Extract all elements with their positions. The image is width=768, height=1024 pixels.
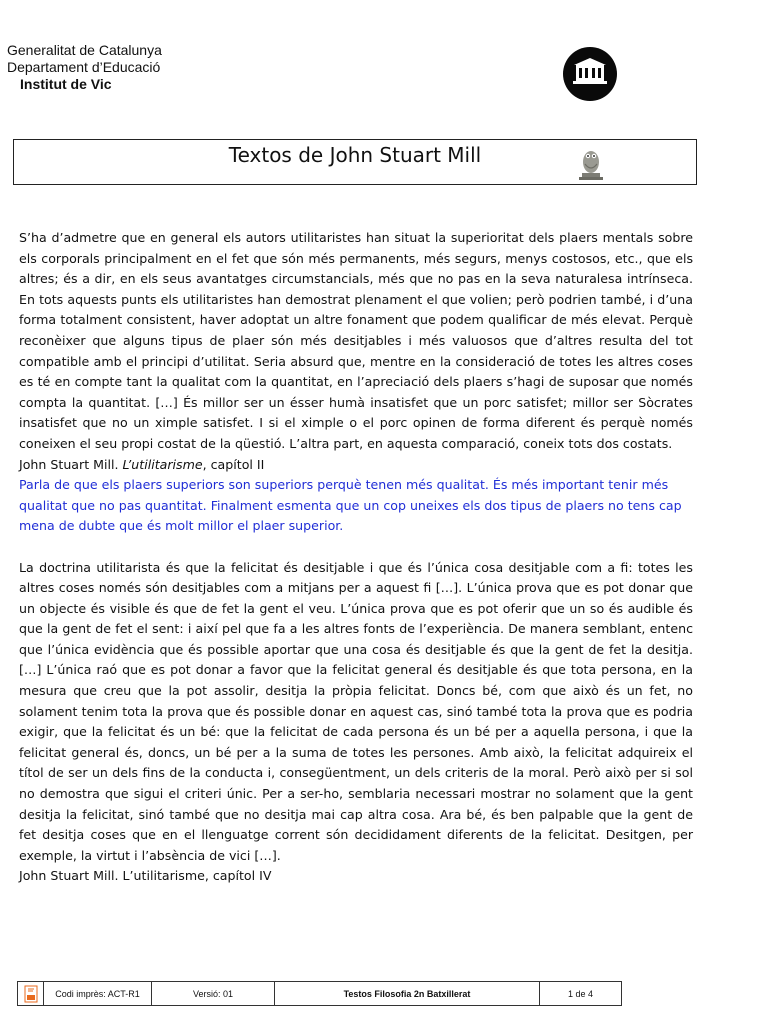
content-area (19, 228, 693, 887)
text-2-citation: John Stuart Mill. L’utilitarisme, capítol IV (19, 868, 272, 884)
footer-table (17, 981, 622, 1006)
owl-statue-icon (576, 146, 606, 182)
text-1-citation (19, 455, 693, 476)
footer-page-number: 1 de 4 (567, 988, 594, 999)
school-building-icon (563, 47, 617, 101)
school-name: Institut de Vic (20, 76, 112, 92)
document-title: Textos de John Stuart Mill (228, 143, 482, 167)
text-1-cite-chapter: , capítol II (202, 456, 265, 472)
org-line-1: Generalitat de Catalunya (7, 42, 162, 58)
text-1-body: S’ha d’admetre que en general els autors utilitaristes han situat la superioritat dels plaers mentals sobre els corporals principalment en el fet que són més permanents, més segurs, menys costosos, etc., que els altres; és a dir, en els seus avantatges circumstancials, més que no pas en la seva naturalesa intrínseca. En tots aquests punts els utilitaristes han demostrat plenament el que volien; però podrien també, i d’una forma totalment consistent, haver adoptat un altre fonament que podem qualificar de més elevat. Perquè reconèixer que alguns tipus de plaer són més desitjables i més valuosos que d’altres resulta del tot compatible amb el principi d’utilitat. Seria absurd que, mentre en la consideració de totes les altres coses es té en compte tant la qualitat com la quantitat, en l’apreciació dels plaers s’hagi de suposar que només compta la quantitat. […] És millor ser un ésser humà insatisfet que un porc satisfet; millor ser Sòcrates insatisfet que no un ximple satisfet. I si el ximple o el porc opinen de forma diferent és perquè només coneixen el seu propi costat de la qüestió. L’altra part, en aquesta comparació, coneix tots dos costats. (19, 230, 693, 451)
text-1-cite-author: John Stuart Mill. (19, 456, 123, 472)
footer-code: Codi imprès: ACT-R1 (44, 982, 152, 1005)
document-logo-icon (18, 982, 44, 1005)
paragraph-gap (19, 537, 693, 558)
org-line-2: Departament d’Educació (7, 59, 161, 75)
text-2-body: La doctrina utilitarista és que la felicitat és desitjable i que és l’única cosa desitjable com a fi: totes les altres coses només són desitjables com a mitjans per a aquest fi […]. L’única prova que es pot donar que un objecte és visible és que de fet la gent el veu. L’única prova que es pot oferir que un so és audible és que la gent de fet el sent: i així pel que fa a les altres fonts de l’experiència. De manera semblant, entenc que l’única evidència que és possible aportar que una cosa és desitjable és que la gent de fet la desitja. […] L’única raó que es pot donar a favor que la felicitat general és desitjable és que tota persona, en la mesura que creu que la pot assolir, desitja la pròpia felicitat. Doncs bé, com que això és un fet, no solament tenim tota la prova que és possible donar en aquest cas, sinó també tota la prova que es podria exigir, que la felicitat és un bé: que la felicitat de cada persona és un bé per a aquella persona, i que la felicitat general és, doncs, un bé per a la suma de totes les persones. Amb això, la felicitat adquireix el títol de ser un dels fins de la conducta i, consegüentment, un dels criteris de la moral. Però això per si sol no demostra que sigui el criteri únic. Per a ser-ho, semblaria necessari mostrar no solament que la gent desitja la felicitat, sinó també que no desitja mai cap altra cosa. Ara bé, és ben palpable que la gent de fet desitja coses que en el llenguatge corrent són decididament diferents de la felicitat. Desitgen, per exemple, la virtut i l’absència de vici […]. (19, 559, 693, 863)
title-box (13, 139, 697, 185)
footer-document-name: Testos Filosofia 2n Batxillerat (275, 982, 540, 1005)
text-1-comment: Parla de que els plaers superiors son superiors perquè tenen més qualitat. És més important tenir més qualitat que no pas quantitat. Finalment esmenta que un cop uneixes els dos tipus de plaers no tens cap mena de dubte que és molt millor el plaer superior. (19, 477, 682, 534)
header-organization (7, 42, 162, 93)
footer-version: Versió: 01 (152, 982, 275, 1005)
text-1-cite-work: L’utilitarisme (122, 456, 203, 472)
